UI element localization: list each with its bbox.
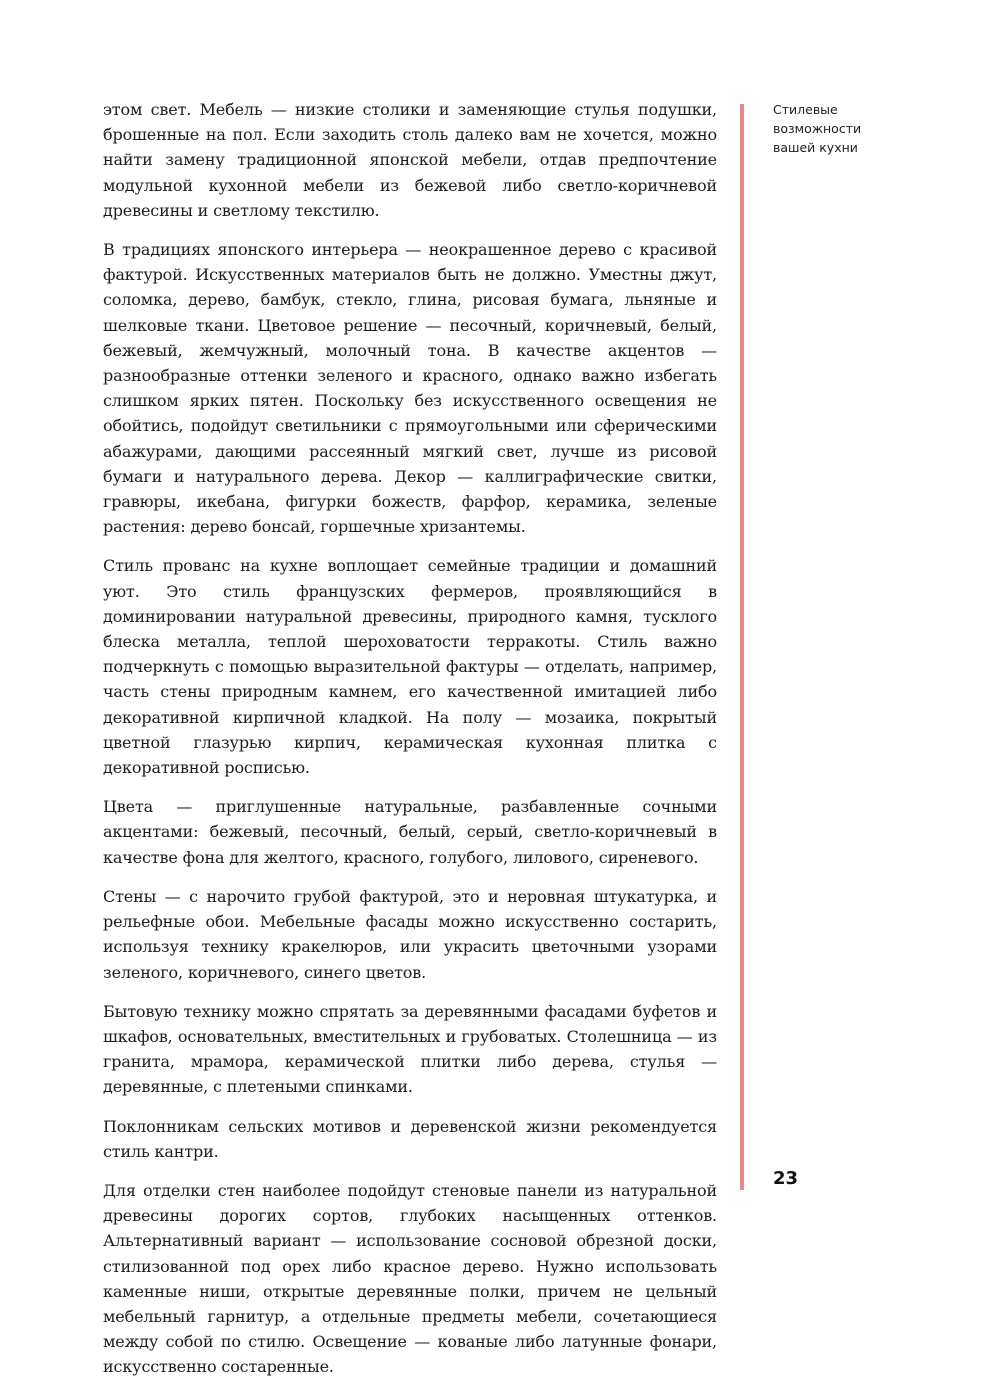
paragraph: Стиль прованс на кухне воплощает семейные традиции и домашний уют. Это стиль французских фермеров, проявляющийся в доминировании натуральной древесины, природного камня, тусклого блеска металла, теплой шероховатости терракоты. Стиль важно подчеркнуть с помощью выразительной фактуры — отделать, например, часть стены природным камнем, его качественной имитацией либо декоративной кирпичной кладкой. На полу — мозаика, покрытый цветной глазурью кирпич, керамическая кухонная плитка с декоративной росписью.: [103, 556, 717, 778]
margin-rule: [740, 104, 744, 1190]
paragraph: В традициях японского интерьера — неокрашенное дерево с красивой фактурой. Искусственных материалов быть не должно. Уместны джут, соломка, дерево, бамбук, стекло, глина, рисовая бумага, льняные и шелковые ткани. Цветовое решение — песочный, коричневый, белый, бежевый, жемчужный, молочный тона. В качестве акцентов — разнообразные оттенки зеленого и красного, однако важно избегать слишком ярких пятен. Поскольку без искусственного освещения не обойтись, подойдут светильники с прямоугольными или сферическими абажурами, дающими рассеянный мягкий свет, лучше из рисовой бумаги и натурального дерева. Декор — каллиграфические свитки, гравюры, икебана, фигурки божеств, фарфор, керамика, зеленые растения: дерево бонсай, горшечные хризантемы.: [103, 240, 717, 537]
paragraph: Поклонникам сельских мотивов и деревенской жизни рекомендуется стиль кантри.: [103, 1116, 717, 1161]
running-head-line: вашей кухни: [773, 140, 858, 155]
paragraph: Для отделки стен наиболее подойдут стеновые панели из натуральной древесины дорогих сортов, глубоких насыщенных оттенков. Альтернативный вариант — использование сосновой обрезной доски, стилизованной под орех либо красное дерево. Нужно использовать каменные ниши, открытые деревянные полки, причем не цельный мебельный гарнитур, а отдельные предметы мебели, сочетающиеся между собой по стилю. Освещение — кованые либо латунные фонари, искусственно состаренные.: [103, 1180, 717, 1377]
paragraph: Бытовую технику можно спрятать за деревянными фасадами буфетов и шкафов, основательных, вместительных и грубоватых. Столешница — из гранита, мрамора, керамической плитки либо дерева, стулья — деревянные, с плетеными спинками.: [103, 1001, 717, 1097]
paragraph: этом свет. Мебель — низкие столики и заменяющие стулья подушки, брошенные на пол. Если заходить столь далеко вам не хочется, можно найти замену традиционной японской мебели, отдав предпочтение модульной кухонной мебели из бежевой либо светло-коричневой древесины и светлому текстилю.: [103, 100, 717, 220]
paragraph: Стены — с нарочито грубой фактурой, это и неровная штукатурка, и рельефные обои. Мебельные фасады можно искусственно состарить, используя технику кракелюров, или украсить цветочными узорами зеленого, коричневого, синего цветов.: [103, 886, 717, 982]
running-head-line: Стилевые возможности: [773, 102, 862, 136]
paragraph: Цвета — приглушенные натуральные, разбавленные сочными акцентами: бежевый, песочный, белый, серый, светло-коричневый в качестве фона для желтого, красного, голубого, лилового, сиреневого.: [103, 797, 717, 867]
page-number: 23: [773, 1168, 799, 1189]
running-head: [773, 100, 913, 157]
main-text-column: [103, 97, 717, 1394]
